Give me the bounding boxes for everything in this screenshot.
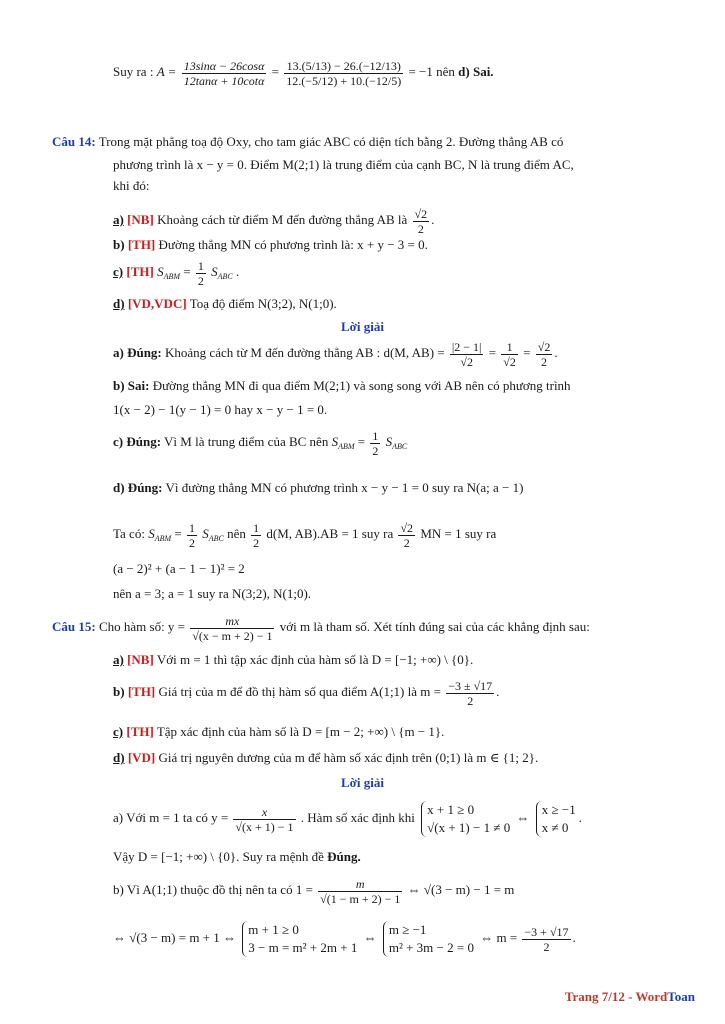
q15-label: Câu 15: <box>52 619 96 634</box>
sol14-e-line2: (a − 2)² + (a − 1 − 1)² = 2 <box>113 561 245 576</box>
sol14-b: b) Sai: Đường thẳng MN đi qua điểm M(2;1) và song song với AB nên có phương trình <box>113 378 571 393</box>
q14-line2: phương trình là x − y = 0. Điểm M(2;1) là trung điểm của cạnh BC, N là trung điểm AC, <box>113 157 574 172</box>
q15-line1: Câu 15: Cho hàm số: y = $\frac{mx}{√(x - m + 2) - 1}$ với m là tham số. Xét tính đúng sai của các khẳng định sau: <box>52 613 590 643</box>
footer-page: Trang 7/12 - <box>564 989 636 1004</box>
q14-option-a: a) [NB] Khoảng cách từ điểm M đến đường thẳng AB là $\frac{√2}{2}$ . <box>113 206 435 236</box>
q15-c-level: [TH] <box>126 724 154 739</box>
q15-d-level: [VD] <box>127 750 156 765</box>
top-verdict: d) Sai. <box>458 64 494 79</box>
footer-brand-toan: Toan <box>667 989 695 1004</box>
sol14-c: c) Đúng: Vì M là trung điểm của BC nên $S_{ABM}$ = $\frac{1}{2}$ $S_{ABC}$ <box>113 428 408 458</box>
q14-option-d: d) [VD,VDC] Toạ độ điểm N(3;2), N(1;0). <box>113 296 337 311</box>
footer-brand-word: Word <box>635 989 668 1004</box>
sol14-title: Lời giải <box>341 319 384 334</box>
sol14-b-line2: 1(x − 2) − 1(y − 1) = 0 hay x − y − 1 = 0. <box>113 402 328 417</box>
top-result: = −1 <box>408 64 433 79</box>
q14-d-level: [VD,VDC] <box>127 296 187 311</box>
sol15-a: a) Với m = 1 ta có y = $\frac{x}{√(x + 1) - 1}$ . Hàm số xác định khi x + 1 ≥ 0 √(x + 1) − 1 ≠ 0 ⇔ x ≥ −1 x ≠ 0 . <box>113 802 582 836</box>
q15-option-c: c) [TH] Tập xác định của hàm số là D = [m − 2; +∞) \ {m − 1}. <box>113 724 445 739</box>
q14-option-b: b) [TH] Đường thẳng MN có phương trình là: x + y − 3 = 0. <box>113 237 428 252</box>
q15-option-d: d) [VD] Giá trị nguyên dương của m để hàm số xác định trên (0;1) là m ∈ {1; 2}. <box>113 750 539 765</box>
sol14-e-line3: nên a = 3; a = 1 suy ra N(3;2), N(1;0). <box>113 586 312 601</box>
page-footer <box>565 989 695 1005</box>
top-fraction-2: $\frac{13.(5/13) - 26.(-12/13)}{12.(-5/12) + 10.(-12/5)}$ <box>286 58 402 88</box>
sol15-b: b) Vì A(1;1) thuộc đồ thị nên ta có 1 = $\frac{m}{√(1 - m + 2) - 1}$ ⇔ √(3 − m) − 1 = m <box>113 876 515 906</box>
top-expr-a: A = <box>156 64 177 79</box>
q14-line1 <box>52 133 563 151</box>
sol15-title: Lời giải <box>341 775 384 790</box>
q14-text1: Trong mặt phẳng toạ độ Oxy, cho tam giác ABC có diện tích bằng 2. Đường thẳng AB có <box>98 134 564 149</box>
q15-b-level: [TH] <box>127 684 156 699</box>
q15-option-a: a) [NB] Với m = 1 thì tập xác định của hàm số là D = [−1; +∞) \ {0}. <box>113 652 474 667</box>
q14-a-level: [NB] <box>127 212 154 227</box>
sol15-a-line2: Vậy D = [−1; +∞) \ {0}. Suy ra mệnh đề Đúng. <box>113 849 361 864</box>
top-solution-line: Suy ra : A = $\frac{13\sin\alpha - 26\cos\alpha}{12\tan\alpha + 10\cot\alpha}$ = $\frac{13.(5/13) - 26.(-12/13)}{12.(-5/12) + 10.(-12/5)}$ = −1 nên d) Sai. <box>113 58 494 88</box>
q14-b-level: [TH] <box>127 237 156 252</box>
q14-line3: khi đó: <box>113 178 150 193</box>
q15-a-level: [NB] <box>127 652 154 667</box>
q14-label: Câu 14: <box>52 134 96 149</box>
q15-option-b: b) [TH] Giá trị của m để đồ thị hàm số qua điểm A(1;1) là m = $\frac{-3 \pm √17}{2}$ . <box>113 678 500 708</box>
sol15-c: ⇔ √(3 − m) = m + 1 ⇔ m + 1 ≥ 0 3 − m = m² + 2m + 1 ⇔ m ≥ −1 m² + 3m − 2 = 0 ⇔ m = $\frac{-3 + √17}{2}$ . <box>113 922 576 956</box>
top-prefix: Suy ra : <box>113 64 157 79</box>
q14-c-level: [TH] <box>126 264 154 279</box>
sol14-a: a) Đúng: Khoảng cách từ M đến đường thẳng AB : d(M, AB) = $\frac{|2 - 1|}{√2}$ = $\frac{1}{√2}$ = $\frac{√2}{2}$ . <box>113 339 558 369</box>
top-text: nên <box>436 64 455 79</box>
q14-option-c: c) [TH] $S_{ABM}$ = $\frac{1}{2}$ $S_{ABC}$ . <box>113 258 240 288</box>
top-fraction-1: $\frac{13\sin\alpha - 26\cos\alpha}{12\tan\alpha + 10\cot\alpha}$ <box>183 58 265 88</box>
sol14-e: Ta có: $S_{ABM}$ = $\frac{1}{2}$ $S_{ABC}$ nên $\frac{1}{2}$ d(M, AB).AB = 1 suy ra $\frac{√2}{2}$ MN = 1 suy ra <box>113 520 497 550</box>
sol14-d: d) Đúng: Vì đường thẳng MN có phương trình x − y − 1 = 0 suy ra N(a; a − 1) <box>113 480 524 495</box>
